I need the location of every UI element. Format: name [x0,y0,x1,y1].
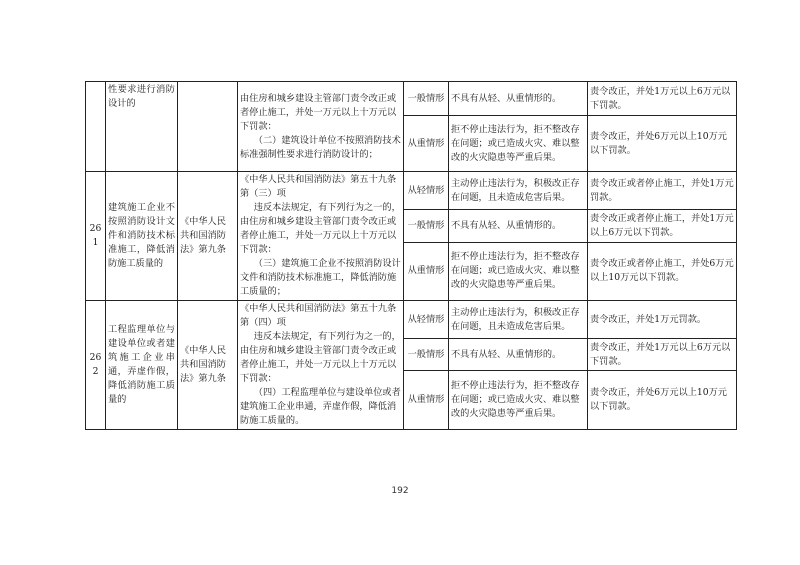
violation-item-cell: 建筑施工企业不按照消防设计文件和消防技术标准施工，降低消防施工质量的 [106,172,178,301]
discretion-level-cell: 从轻情形 [404,301,449,339]
situation-cell: 拒不停止违法行为，拒不整改存在问题；或已造成火灾、难以整改的火灾隐患等严重后果。 [449,371,588,430]
violation-item-cell: 性要求进行消防设计的 [106,82,178,172]
provision-line: 由住房和城乡建设主管部门责令改正或者停止施工，并处一万元以上十万元以下罚款： [240,92,397,132]
discretion-level-cell: 从重情形 [404,371,449,430]
penalty-discretion-table [85,81,737,430]
discretion-level-cell: 从重情形 [404,116,449,172]
table-row [86,301,737,339]
penalty-standard-cell: 责令改正，并处6万元以上10万元以下罚款。 [588,116,737,172]
situation-cell: 主动停止违法行为，积极改正存在问题，且未造成危害后果。 [449,301,588,339]
penalty-provision-cell [238,172,404,301]
provision-line: 《中华人民共和国消防法》第五十九条第（四）项 [240,303,397,328]
situation-cell: 不具有从轻、从重情形的。 [449,339,588,371]
provision-line: 违反本法规定，有下列行为之一的，由住房和城乡建设主管部门责令改正或者停止施工，并处一万元以上十万元以下罚款： [240,331,401,384]
table-row [86,82,737,116]
provision-line: 《中华人民共和国消防法》第五十九条第（三）项 [240,174,397,199]
situation-cell: 不具有从轻、从重情形的。 [449,82,588,116]
violation-item-cell: 工程监理单位与建设单位或者建筑施工企业串通，弄虚作假，降低消防施工质量的 [106,301,178,430]
provision-line: （二）建筑设计单位不按照消防技术标准强制性要求进行消防设计的； [240,134,401,160]
situation-cell: 不具有从轻、从重情形的。 [449,210,588,242]
row-number-cell: 261 [86,172,106,301]
provision-line: （三）建筑施工企业不按照消防设计文件和消防技术标准施工，降低消防施工质量的； [240,258,401,297]
discretion-level-cell: 从轻情形 [404,172,449,210]
table-row [86,172,737,210]
discretion-level-cell: 一般情形 [404,210,449,242]
row-number-cell [86,82,106,172]
legal-basis-cell: 《中华人民共和国消防法》第九条 [178,172,238,301]
situation-cell: 主动停止违法行为，积极改正存在问题，且未造成危害后果。 [449,172,588,210]
legal-basis-cell: 《中华人民共和国消防法》第九条 [178,301,238,430]
penalty-standard-cell: 责令改正或者停止施工，并处1万元以上6万元以下罚款。 [588,210,737,242]
penalty-standard-cell: 责令改正或者停止施工，并处1万元罚款。 [588,172,737,210]
penalty-standard-cell: 责令改正，并处1万元以上6万元以下罚款。 [588,82,737,116]
situation-cell: 拒不停止违法行为，拒不整改存在问题；或已造成火灾、难以整改的火灾隐患等严重后果。 [449,242,588,300]
penalty-standard-cell: 责令改正，并处6万元以上10万元以下罚款。 [588,371,737,430]
penalty-standard-cell: 责令改正或者停止施工，并处6万元以上10万元以下罚款。 [588,242,737,300]
penalty-standard-cell: 责令改正，并处1万元罚款。 [588,301,737,339]
penalty-provision-cell [238,82,404,172]
discretion-level-cell: 从重情形 [404,242,449,300]
legal-basis-cell [178,82,238,172]
page-number: 192 [391,486,409,496]
penalty-standard-cell: 责令改正，并处1万元以上6万元以下罚款。 [588,339,737,371]
penalty-provision-cell [238,301,404,430]
discretion-level-cell: 一般情形 [404,339,449,371]
discretion-level-cell: 一般情形 [404,82,449,116]
provision-line: 违反本法规定，有下列行为之一的，由住房和城乡建设主管部门责令改正或者停止施工，并处一万元以上十万元以下罚款： [240,202,401,255]
provision-line: （四）工程监理单位与建设单位或者建筑施工企业串通，弄虚作假，降低消防施工质量的。 [240,387,401,426]
row-number-cell: 262 [86,301,106,430]
situation-cell: 拒不停止违法行为，拒不整改存在问题；或已造成火灾、难以整改的火灾隐患等严重后果。 [449,116,588,172]
